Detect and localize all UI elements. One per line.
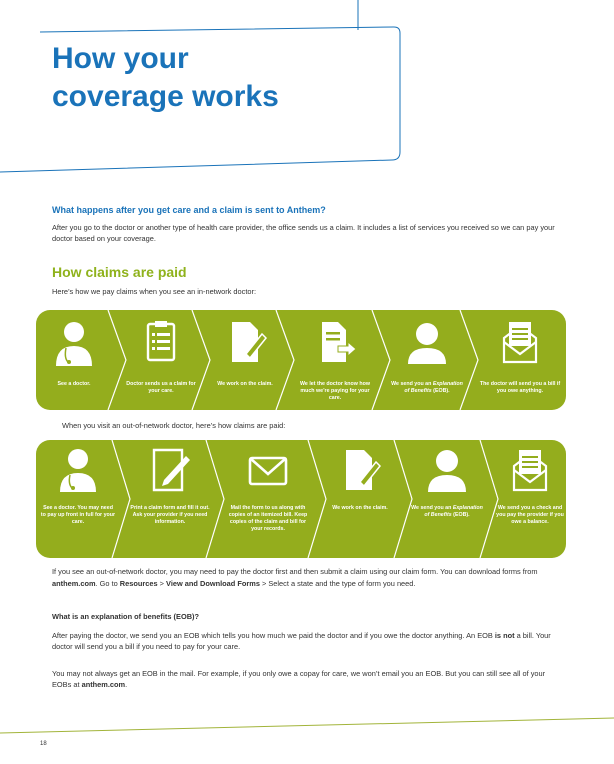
in-network-step-2-label: Doctor sends us a claim for your care. — [126, 381, 196, 394]
out-network-paragraph-text-4: > Select a state and the type of form you need. — [259, 578, 416, 588]
out-network-step-5-label-post: (EOB). — [451, 512, 470, 518]
document-pen-icon — [324, 446, 396, 494]
out-network-step-5-label — [410, 505, 484, 519]
eob-paragraph-2-text-1: You may not always get an EOB in the mail. For example, if you only owe a copay for care, we won’t email you an EOB. But you can still see all of your EOBs at — [52, 669, 546, 689]
out-network-step-6-label: We send you a check and you pay the provider if you owe a balance. — [496, 505, 564, 525]
in-network-intro: Here’s how we pay claims when you see an in-network doctor: — [52, 287, 257, 296]
out-network-step-3-label: Mail the form to us along with copies of an itemized bill. Keep copies of the claim and bill for your records. — [228, 505, 308, 532]
page-number: 18 — [40, 741, 47, 747]
out-network-step-2 — [130, 446, 210, 526]
form-pen-icon — [130, 446, 210, 494]
page-title — [52, 40, 392, 116]
in-network-step-6-label: The doctor will send you a bill if you owe anything. — [479, 381, 561, 394]
out-network-paragraph — [52, 566, 562, 589]
out-network-step-1-label: See a doctor. You may need to pay up front in full for your care. — [40, 505, 116, 525]
eob-heading: What is an explanation of benefits (EOB)? — [52, 612, 200, 621]
in-network-step-5-label — [390, 381, 464, 395]
eob-paragraph-1-text-1: After paying the doctor, we send you an EOB which tells you how much we paid the doctor and if you owe the doctor anything. An EOB — [52, 631, 495, 640]
out-network-step-4 — [324, 446, 396, 512]
out-network-step-2-label: Print a claim form and fill it out. Ask your provider if you need information. — [130, 505, 210, 525]
in-network-steps-band — [36, 310, 566, 410]
in-network-step-3 — [210, 318, 280, 388]
envelope-bill-icon — [496, 446, 564, 494]
out-network-steps-band — [36, 440, 566, 558]
intro-paragraph: After you go to the doctor or another type of health care provider, the office sends us a claim. It includes a list of services you received so we can pay your doctor based on your coverage. — [52, 223, 555, 243]
eob-paragraph-1 — [52, 630, 562, 652]
anthem-link-2[interactable]: anthem.com — [81, 680, 126, 689]
out-network-step-5 — [410, 446, 484, 519]
envelope-icon — [226, 446, 310, 494]
in-network-step-4-label: We let the doctor know how much we’re paying for your care. — [300, 381, 370, 401]
in-network-step-1 — [38, 318, 110, 388]
eob-paragraph-2-text-2: . — [125, 680, 128, 689]
out-network-step-5-label-italic: Explanation of Benefits — [424, 505, 483, 518]
envelope-bill-icon — [478, 318, 562, 368]
out-network-step-3 — [226, 446, 310, 533]
out-network-step-4-label: We work on the claim. — [332, 505, 388, 511]
in-network-step-6 — [478, 318, 562, 395]
in-network-step-5-label-italic: Explanation of Benefits — [404, 381, 463, 394]
claims-heading: How claims are paid — [52, 264, 187, 280]
out-network-step-1 — [40, 446, 116, 526]
doctor-icon — [38, 318, 110, 368]
anthem-link[interactable]: anthem.com — [52, 578, 96, 588]
person-icon — [410, 446, 484, 494]
out-network-paragraph-text-2: . Go to — [95, 578, 120, 588]
document-send-icon — [294, 318, 376, 368]
in-network-step-5-label-pre: We send you an — [391, 381, 433, 387]
out-network-paragraph-text-1: If you see an out-of-network doctor, you may need to pay the doctor first and then submit a claim using our claim form. You can download forms from — [52, 567, 538, 576]
out-network-intro: When you visit an out-of-network doctor, here’s how claims are paid: — [62, 421, 286, 430]
in-network-step-4 — [294, 318, 376, 402]
out-network-step-6 — [496, 446, 564, 526]
out-network-paragraph-text-3: > — [157, 578, 167, 588]
out-network-step-5-label-pre: We send you an — [411, 505, 453, 511]
resources-link: Resources — [119, 578, 158, 588]
in-network-step-5 — [390, 318, 464, 395]
eob-paragraph-1-text-2: a bill. Your doctor will send you a bill if you need to pay for your care. — [52, 631, 551, 651]
document-pen-icon — [210, 318, 280, 368]
page-title-line-1: How your — [52, 42, 189, 75]
person-icon — [390, 318, 464, 368]
clipboard-icon — [126, 318, 196, 368]
in-network-step-5-label-post: (EOB). — [431, 388, 450, 394]
doctor-icon — [40, 446, 116, 494]
view-download-forms-link: View and Download Forms — [166, 578, 260, 588]
page-title-line-2: coverage works — [52, 80, 279, 113]
in-network-step-2 — [126, 318, 196, 395]
section-question-heading: What happens after you get care and a claim is sent to Anthem? — [52, 205, 326, 215]
in-network-step-1-label: See a doctor. — [57, 381, 91, 387]
in-network-step-3-label: We work on the claim. — [217, 381, 273, 387]
eob-paragraph-2 — [52, 668, 562, 690]
eob-paragraph-1-bold: is not — [494, 631, 515, 640]
